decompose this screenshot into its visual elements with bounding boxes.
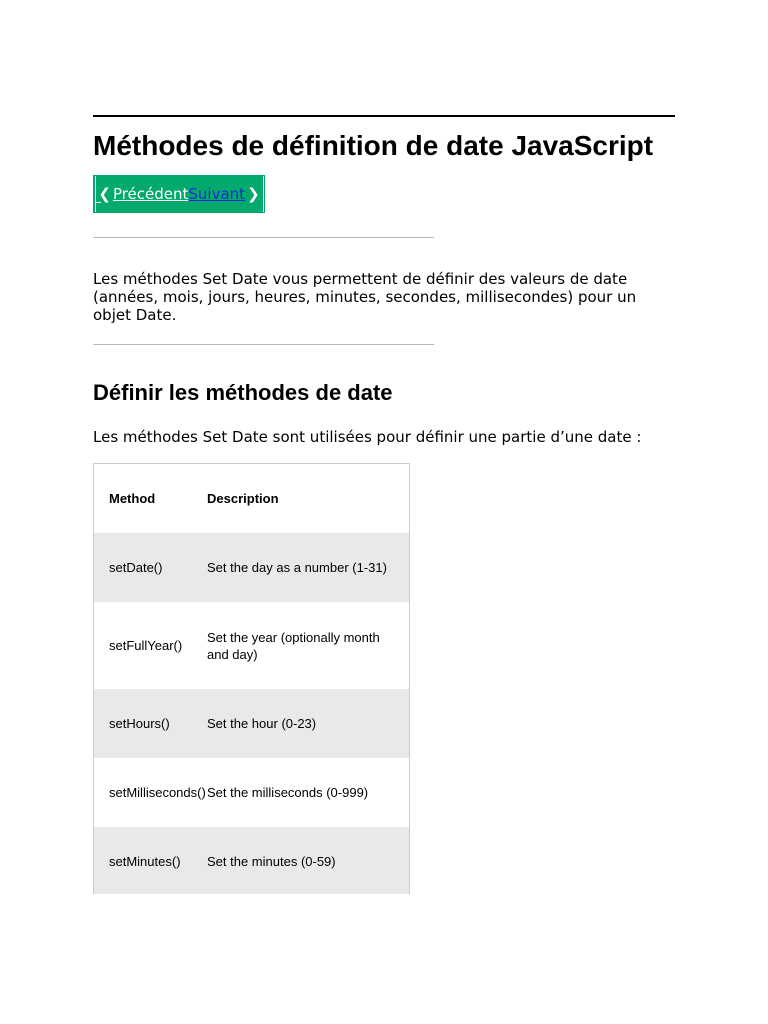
- method-cell: setFullYear(): [109, 638, 183, 653]
- table-row: [94, 689, 409, 758]
- next-label: Suivant: [188, 185, 246, 203]
- divider-1: [93, 237, 434, 238]
- column-header-method: Method: [109, 491, 156, 506]
- method-cell: setDate(): [94, 533, 207, 602]
- description-cell: Set the milliseconds (0-999): [207, 785, 369, 800]
- nav-left-stub: [94, 176, 96, 212]
- section-heading: Définir les méthodes de date: [93, 380, 393, 405]
- divider-2: [93, 344, 434, 345]
- description-cell: Set the year (optionally month and day): [207, 629, 380, 662]
- description-cell: Set the day as a number (1-31): [207, 533, 409, 602]
- methods-table: [94, 464, 409, 894]
- table-row: [94, 758, 409, 827]
- table-row: [94, 533, 409, 602]
- prev-next-nav: [93, 175, 265, 213]
- description-cell: Set the minutes (0-59): [207, 827, 409, 894]
- previous-label: Précédent: [112, 185, 189, 203]
- previous-button[interactable]: [96, 176, 188, 212]
- nav-right-stub: [262, 176, 264, 212]
- chevron-right-icon: ❯: [247, 185, 260, 203]
- table-row: [94, 602, 409, 689]
- chevron-left-icon: ❮: [98, 185, 111, 203]
- methods-table-container: [93, 463, 410, 894]
- method-cell: setMilliseconds(): [109, 785, 206, 800]
- description-cell: Set the hour (0-23): [207, 689, 409, 758]
- top-divider: [93, 115, 675, 117]
- page-title: Méthodes de définition de date JavaScript: [93, 130, 654, 161]
- column-header-description: Description: [207, 491, 279, 506]
- method-cell: setMinutes(): [94, 827, 207, 894]
- next-button[interactable]: [188, 176, 261, 212]
- method-cell: setHours(): [94, 689, 207, 758]
- table-row: [94, 827, 409, 894]
- table-header-row: [94, 464, 409, 533]
- section-description: Les méthodes Set Date sont utilisées pour définir une partie d’une date :: [93, 428, 642, 446]
- intro-paragraph: Les méthodes Set Date vous permettent de définir des valeurs de date (années, mois, jours, heures, minutes, secondes, millisecondes) pour un objet Date.: [93, 270, 637, 324]
